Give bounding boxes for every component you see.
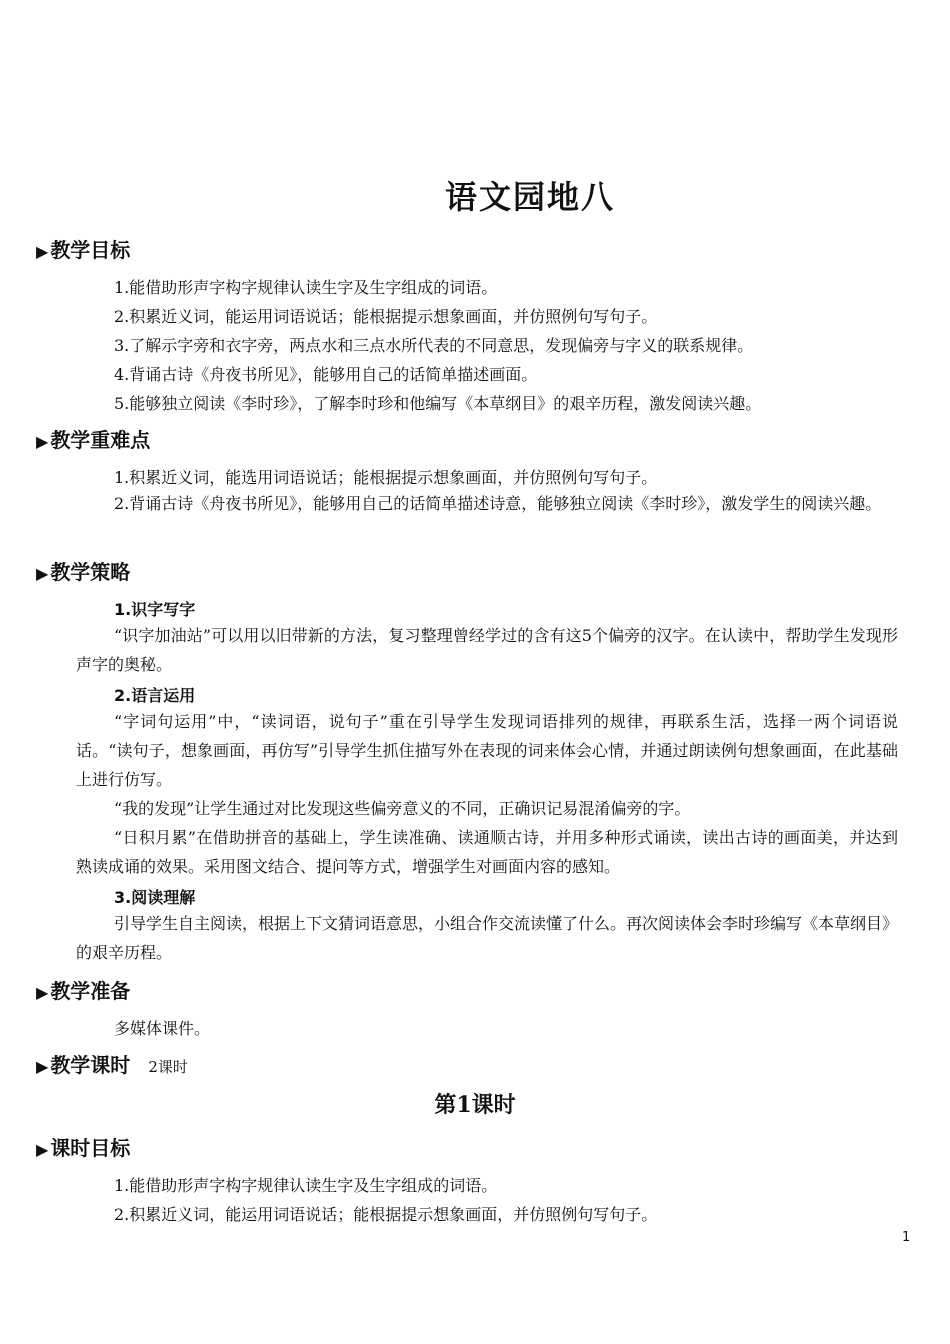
lesson-goal-item-1: 1.能借助形声字构字规律认读生字及生字组成的词语。	[114, 1176, 498, 1195]
goal-item-4: 4.背诵古诗《舟夜书所见》，能够用自己的话简单描述画面。	[114, 365, 538, 384]
bullet-triangle-icon: ▶	[36, 983, 49, 1002]
strategy-paragraph-reading: 引导学生自主阅读，根据上下文猜词语意思，小组合作交流读懂了什么。再次阅读体会李时珍编写《本草纲目》的艰辛历程。	[76, 914, 899, 962]
strategy-subheading-reading: 3.阅读理解	[114, 888, 196, 907]
section-heading-key-points: ▶ 教学重难点	[36, 428, 151, 452]
strategy-paragraph-accumulation: “日积月累”在借助拼音的基础上，学生读准确、读通顺古诗，并用多种形式诵读，读出古诗的画面美，并达到熟读成诵的效果。采用图文结合、提问等方式，增强学生对画面内容的感知。	[76, 828, 898, 876]
lesson-goal-item-2: 2.积累近义词，能运用词语说话；能根据提示想象画面，并仿照例句写句子。	[114, 1205, 658, 1224]
strategy-paragraph-discovery: “我的发现”让学生通过对比发现这些偏旁意义的不同，正确识记易混淆偏旁的字。	[114, 799, 691, 818]
lesson-title: 第1课时	[434, 1092, 516, 1118]
bullet-triangle-icon: ▶	[36, 242, 49, 261]
section-heading-periods: ▶ 教学课时 2课时	[36, 1053, 188, 1077]
section-heading-strategy: ▶ 教学策略	[36, 560, 131, 584]
bullet-triangle-icon: ▶	[36, 432, 49, 451]
bullet-triangle-icon: ▶	[36, 1057, 49, 1076]
page-title: 语文园地八	[444, 178, 615, 216]
key-point-item-2: 2.背诵古诗《舟夜书所见》，能够用自己的话简单描述诗意，能够独立阅读《李时珍》，激发学生的阅读兴趣。	[114, 494, 882, 513]
key-point-item-1: 1.积累近义词，能选用词语说话；能根据提示想象画面，并仿照例句写句子。	[114, 468, 658, 487]
strategy-paragraph-literacy: “识字加油站”可以用以旧带新的方法，复习整理曾经学过的含有这5个偏旁的汉字。在认读中，帮助学生发现形声字的奥秘。	[76, 626, 898, 674]
bullet-triangle-icon: ▶	[36, 1140, 49, 1159]
goal-item-3: 3.了解示字旁和衣字旁，两点水和三点水所代表的不同意思，发现偏旁与字义的联系规律。	[114, 336, 754, 355]
preparation-text: 多媒体课件。	[114, 1019, 211, 1038]
bullet-triangle-icon: ▶	[36, 564, 49, 583]
strategy-paragraph-language: “字词句运用”中，“读词语，说句子”重在引导学生发现词语排列的规律，再联系生活，选择一两个词语说话。“读句子，想象画面，再仿写”引导学生抓住描写外在表现的词来体会心情，并通过朗读例句想象画面，在此基础上进行仿写。	[76, 712, 898, 789]
goal-item-5: 5.能够独立阅读《李时珍》，了解李时珍和他编写《本草纲目》的艰辛历程，激发阅读兴趣。	[114, 394, 762, 413]
section-heading-goals: ▶ 教学目标	[36, 238, 131, 262]
section-heading-preparation: ▶ 教学准备	[36, 979, 131, 1003]
strategy-subheading-language: 2.语言运用	[114, 686, 196, 705]
goal-item-1: 1.能借助形声字构字规律认读生字及生字组成的词语。	[114, 278, 498, 297]
page-number: 1	[902, 1230, 911, 1245]
section-heading-lesson-goals: ▶ 课时目标	[36, 1136, 131, 1160]
strategy-subheading-literacy: 1.识字写字	[114, 600, 196, 619]
goal-item-2: 2.积累近义词，能运用词语说话；能根据提示想象画面，并仿照例句写句子。	[114, 307, 658, 326]
periods-value: 2课时	[148, 1058, 188, 1076]
